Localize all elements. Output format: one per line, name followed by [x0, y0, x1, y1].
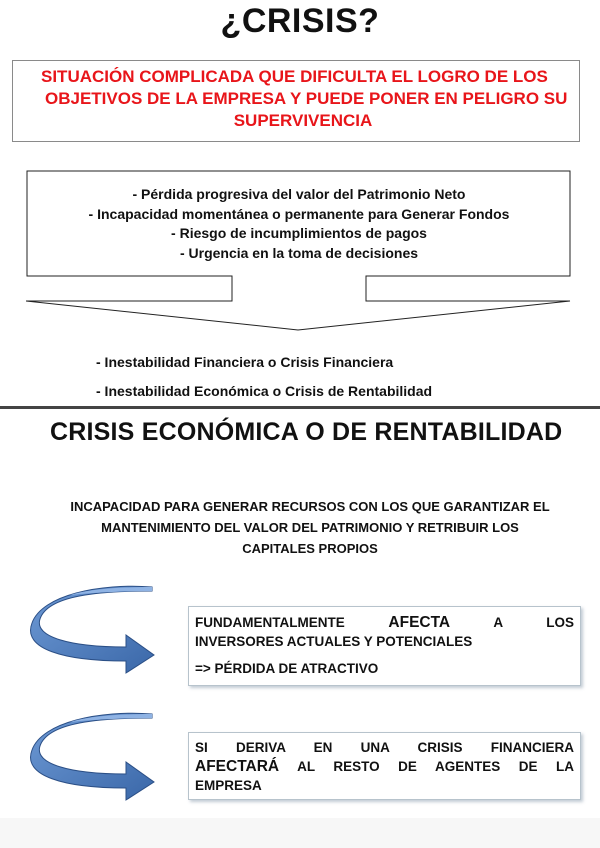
page-bottom-strip — [0, 818, 600, 848]
symptom-item: - Riesgo de incumplimientos de pagos — [171, 225, 427, 241]
description-line-2: MANTENIMIENTO DEL VALOR DEL PATRIMONIO Y RETRIBUIR LOS — [101, 520, 519, 535]
definition-line-2: OBJETIVOS DE LA EMPRESA Y PUEDE PONER EN PELIGRO SU — [45, 89, 568, 108]
agents-line-3: EMPRESA — [195, 778, 262, 793]
description-line-3: CAPITALES PROPIOS — [242, 541, 378, 556]
curved-arrow-icon — [30, 712, 170, 802]
agents-line-1: SI DERIVA EN UNA CRISIS FINANCIERA — [195, 740, 574, 755]
definition-line-1: SITUACIÓN COMPLICADA QUE DIFICULTA EL LOGRO DE LOS — [41, 67, 548, 86]
curved-arrow-icon — [30, 585, 170, 675]
section-title: CRISIS ECONÓMICA O DE RENTABILIDAD — [50, 418, 563, 446]
definition-line-3: SUPERVIVENCIA — [233, 111, 373, 130]
loss-of-attractiveness: => PÉRDIDA DE ATRACTIVO — [195, 661, 379, 676]
affects-highlight: AFECTA — [388, 614, 451, 631]
crisis-type-financial: - Inestabilidad Financiera o Crisis Financiera — [96, 354, 394, 370]
symptom-item: - Pérdida progresiva del valor del Patrimonio Neto — [132, 186, 466, 202]
investors-line-1 — [195, 613, 574, 632]
section-description — [40, 496, 580, 559]
agents-info-box — [188, 732, 581, 800]
section-divider — [0, 406, 600, 409]
will-affect-highlight: AFECTARÁ — [195, 758, 280, 775]
investors-text-post: A LOS — [493, 615, 574, 630]
agents-text-post: AL RESTO DE AGENTES DE LA — [297, 759, 575, 774]
investors-line-2: INVERSORES ACTUALES Y POTENCIALES — [195, 634, 473, 649]
symptoms-list — [28, 185, 570, 263]
crisis-type-economic: - Inestabilidad Económica o Crisis de Rentabilidad — [96, 383, 433, 399]
investors-info-box — [188, 606, 581, 686]
definition-box — [12, 60, 580, 142]
page-title: ¿CRISIS? — [220, 2, 380, 40]
agents-line-2 — [195, 757, 574, 776]
description-line-1: INCAPACIDAD PARA GENERAR RECURSOS CON LOS QUE GARANTIZAR EL — [70, 499, 550, 514]
investors-text-pre: FUNDAMENTALMENTE — [195, 615, 345, 630]
symptom-item: - Incapacidad momentánea o permanente para Generar Fondos — [88, 205, 510, 222]
symptom-item: - Urgencia en la toma de decisiones — [179, 244, 419, 261]
definition-text — [35, 66, 571, 132]
